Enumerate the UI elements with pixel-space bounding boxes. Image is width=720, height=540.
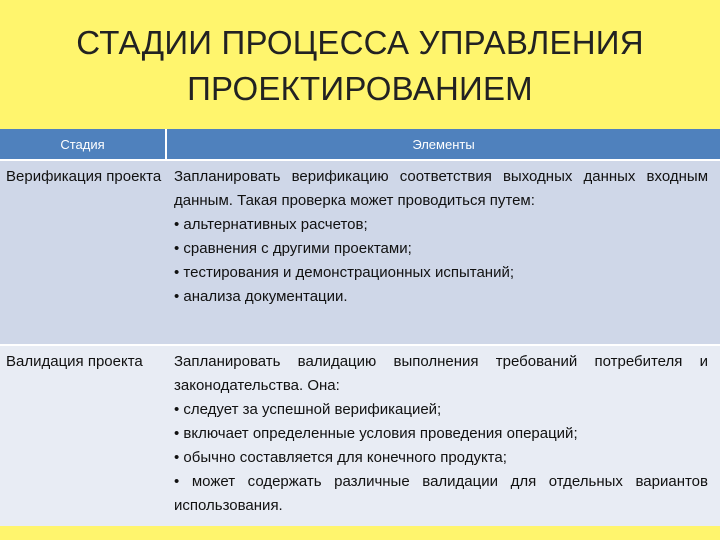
elements-cell: [166, 160, 720, 345]
bullet-item: • включает определенные условия проведения операций;: [174, 425, 578, 442]
elements-intro: Запланировать верификацию соответствия выходных данных входным данным. Такая проверка может проводиться путем:: [174, 168, 708, 209]
elements-cell: [166, 345, 720, 526]
header-stage: Стадия: [0, 129, 166, 160]
bullet-item: • следует за успешной верификацией;: [174, 401, 442, 418]
table-header-row: [0, 129, 720, 160]
bullet-item: • анализа документации.: [174, 288, 348, 305]
table-row-validation: [0, 345, 720, 526]
table-row-verification: [0, 160, 720, 345]
title-line-2: ПРОЕКТИРОВАНИЕМ: [187, 70, 533, 107]
bullet-item: • может содержать различные валидации для отдельных вариантов использования.: [174, 473, 708, 514]
slide-title: [0, 20, 720, 112]
title-line-1: СТАДИИ ПРОЦЕССА УПРАВЛЕНИЯ: [76, 24, 644, 61]
bullet-item: • тестирования и демонстрационных испытаний;: [174, 264, 514, 281]
bullet-item: • альтернативных расчетов;: [174, 216, 368, 233]
bullet-item: • сравнения с другими проектами;: [174, 240, 412, 257]
stage-cell: Верификация проекта: [0, 160, 166, 345]
header-elements: Элементы: [166, 129, 720, 160]
bullet-item: • обычно составляется для конечного продукта;: [174, 449, 507, 466]
elements-intro: Запланировать валидацию выполнения требований потребителя и законодательства. Она:: [174, 353, 708, 394]
stages-table: [0, 129, 720, 526]
stage-cell: Валидация проекта: [0, 345, 166, 526]
